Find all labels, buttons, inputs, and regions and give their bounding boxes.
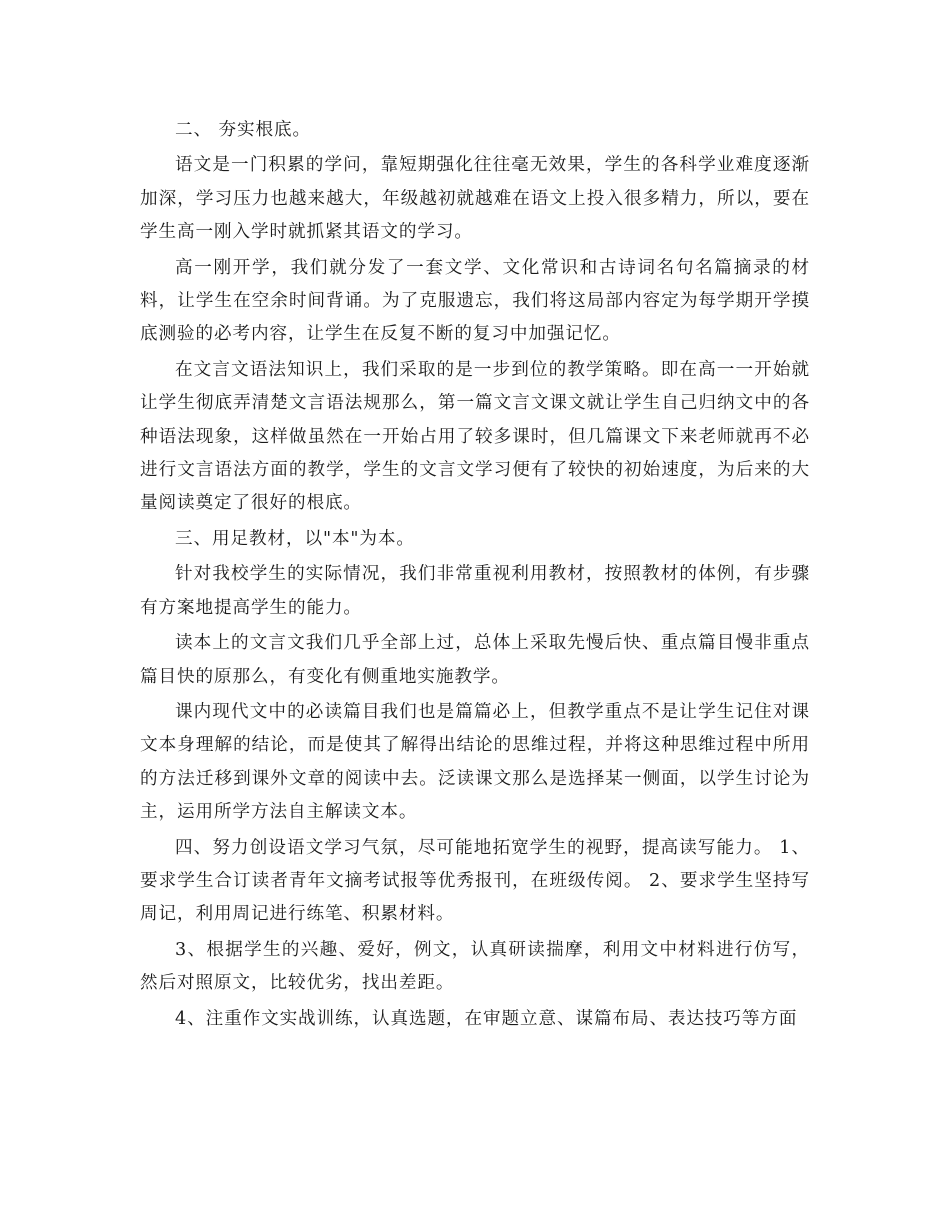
paragraph: 课内现代文中的必读篇目我们也是篇篇必上，但教学重点不是让学生记住对课文本身理解的结论，而是使其了解得出结论的思维过程，并将这种思维过程中所用的方法迁移到课外文章的阅读中去。泛读课文那么是选择某一侧面，以学生讨论为主，运用所学方法自主解读文本。 bbox=[140, 701, 810, 823]
section-heading-4: 四、努力创设语文学习气氛，尽可能地拓宽学生的视野，提高读写能力。 1、要求学生合订读者青年文摘考试报等优秀报刊，在班级传阅。 2、要求学生坚持写周记，利用周记进行练笔、积累材料。 bbox=[140, 837, 810, 925]
paragraph: 3、根据学生的兴趣、爱好，例文，认真研读揣摩，利用文中材料进行仿写，然后对照原文，比较优劣，找出差距。 bbox=[140, 939, 810, 994]
section-heading-2: 二、 夯实根底。 bbox=[175, 120, 311, 140]
paragraph: 针对我校学生的实际情况，我们非常重视利用教材，按照教材的体例，有步骤有方案地提高学生的能力。 bbox=[140, 564, 810, 618]
paragraph: 4、注重作文实战训练，认真选题，在审题立意、谋篇布局、表达技巧等方面 bbox=[175, 1008, 798, 1029]
document-body bbox=[140, 114, 810, 1038]
paragraph: 语文是一门积累的学问，靠短期强化往往毫无效果，学生的各科学业难度逐渐加深，学习压力也越来越大，年级越初就越难在语文上投入很多精力，所以，要在学生高一刚入学时就抓紧其语文的学习。 bbox=[140, 155, 810, 243]
paragraph: 读本上的文言文我们几乎全部上过，总体上采取先慢后快、重点篇目慢非重点篇目快的原那么，有变化有侧重地实施教学。 bbox=[140, 633, 810, 687]
section-heading-3: 三、用足教材，以"本"为本。 bbox=[175, 528, 415, 549]
paragraph: 高一刚开学，我们就分发了一套文学、文化常识和古诗词名句名篇摘录的材料，让学生在空余时间背诵。为了克服遗忘，我们将这局部内容定为每学期开学摸底测验的必考内容，让学生在反复不断的复习中加强记忆。 bbox=[140, 257, 810, 345]
paragraph: 在文言文语法知识上，我们采取的是一步到位的教学策略。即在高一一开始就让学生彻底弄清楚文言语法规那么，第一篇文言文课文就让学生自己归纳文中的各种语法现象，这样做虽然在一开始占用了较多课时，但几篇课文下来老师就再不必进行文言语法方面的教学，学生的文言文学习便有了较快的初始速度，为后来的大量阅读奠定了很好的根底。 bbox=[140, 359, 810, 514]
